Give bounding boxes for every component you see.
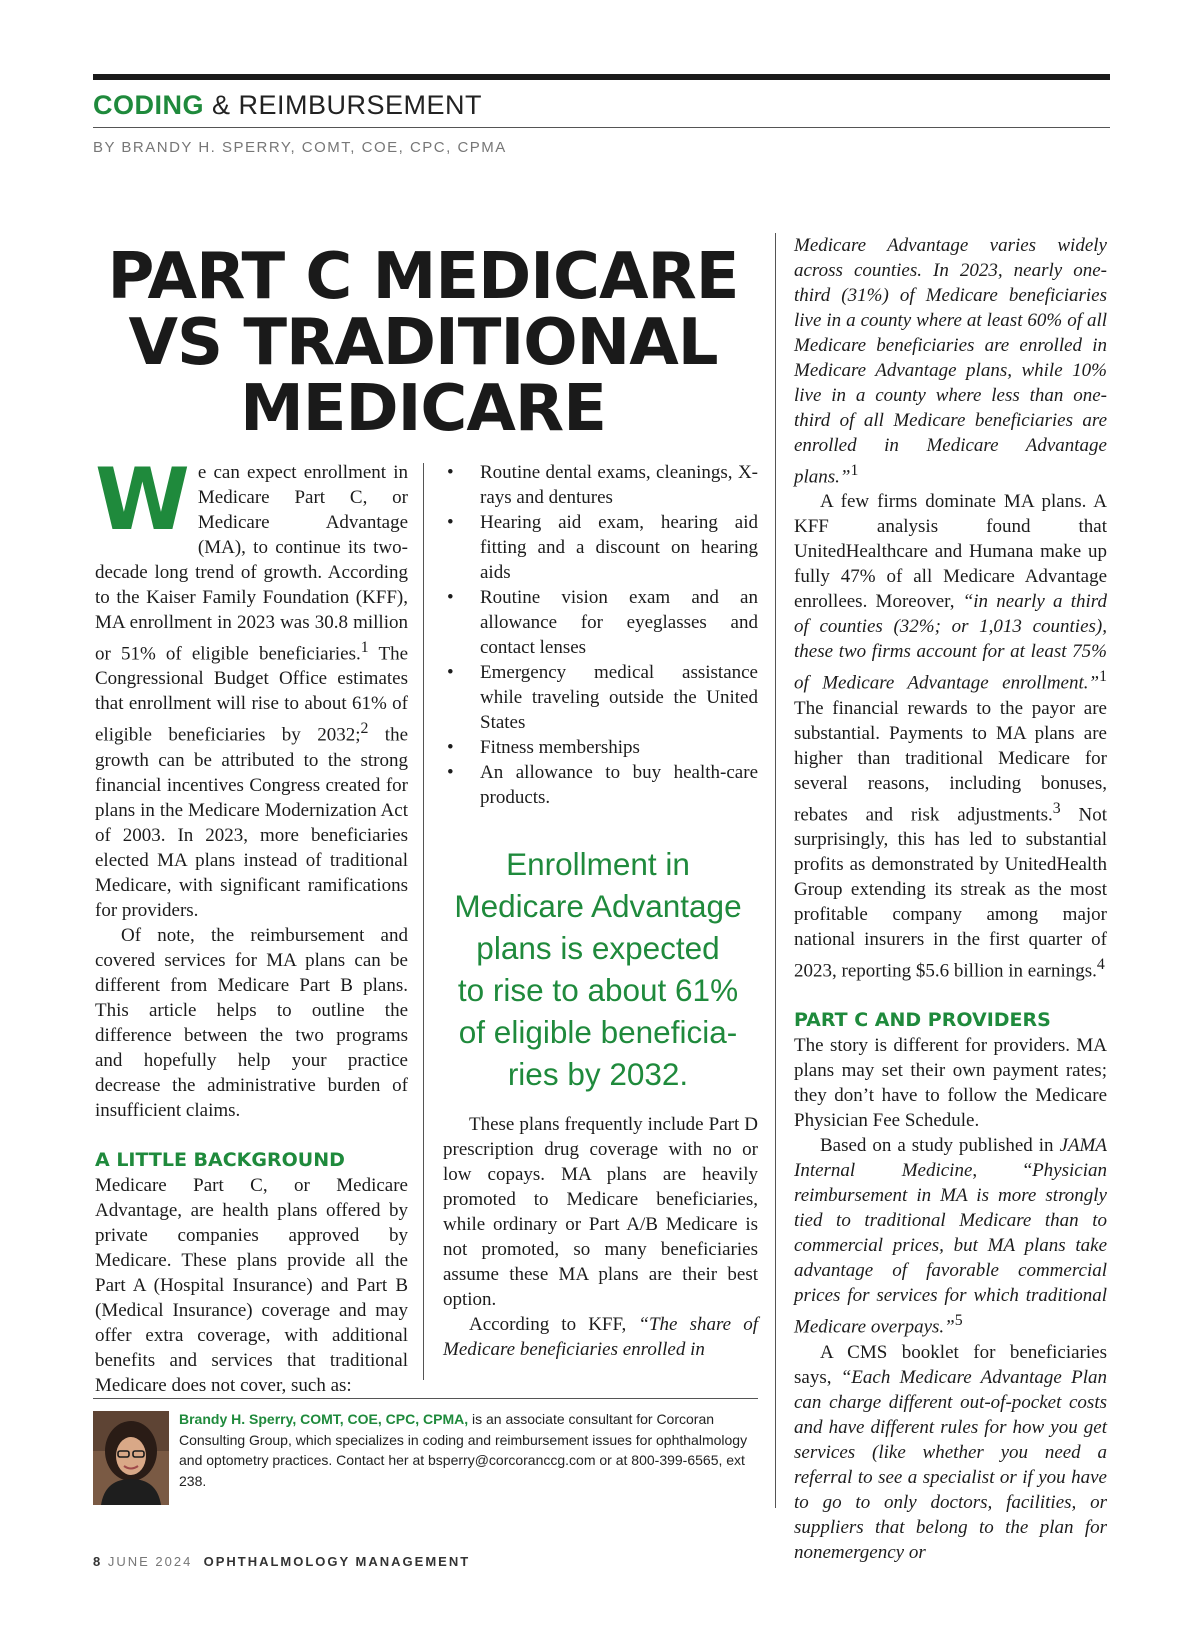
page-number: 8	[93, 1554, 103, 1569]
header-divider	[93, 127, 1110, 128]
author-photo	[93, 1411, 169, 1505]
paragraph: These plans frequently include Part D prescription drug coverage with no or low copays. MA plans are heavily promoted to Medicare beneficiaries, while ordinary or Part A/B Medicare is not promoted, so many beneficiaries assume these MA plans are their best option.	[443, 1114, 758, 1310]
paragraph: According to KFF, “The share of Medicare beneficiaries enrolled in	[443, 1314, 758, 1360]
subhead-background: A LITTLE BACKGROUND	[95, 1148, 345, 1171]
title-line: VS TRADITIONAL	[128, 306, 718, 380]
paragraph: Medicare Advantage varies widely across counties. In 2023, nearly one-third (31%) of Medicare beneficiaries live in a county where at least 60% of all Medicare beneficiaries are enrolled in Medicare Advantage plans, while 10% live in a county where less than one-third of all Medicare beneficiaries are enrolled in Medicare Advantage plans.”$^1$	[794, 235, 1107, 488]
pull-quote-line: ries by 2032.	[507, 1056, 689, 1092]
pull-quote-line: Enrollment in	[506, 846, 690, 882]
author-bio	[179, 1409, 761, 1491]
section-header	[93, 90, 482, 121]
list-item: • An allowance to buy health-care products.	[443, 760, 758, 810]
pull-quote-line: to rise to about 61%	[457, 972, 739, 1008]
footnote-ref: 1	[360, 639, 369, 656]
paragraph: Of note, the reimbursement and covered services for MA plans can be different from Medicare Part B plans. This article helps to outline the difference between the two programs and hopefully help your practice decrease the administrative burden of insufficient claims.	[95, 924, 408, 1121]
author-name: Brandy H. Sperry, COMT, COE, CPC, CPMA,	[179, 1411, 469, 1427]
column-2	[443, 460, 758, 810]
list-item: • Routine vision exam and an allowance for eyeglasses and contact lenses	[443, 585, 758, 660]
list-item: • Hearing aid exam, hearing aid fitting and a discount on hearing aids	[443, 510, 758, 585]
pull-quote-line: Medicare Advantage	[454, 888, 742, 924]
section-header-rest: & REIMBURSEMENT	[212, 90, 483, 120]
column-divider	[423, 463, 424, 1380]
section-header-strong: CODING	[93, 90, 204, 120]
paragraph: Medicare Part C, or Medicare Advantage, are health plans offered by private companies approved by Medicare. These plans provide all the Part A (Hospital Insurance) and Part B (Medical Insurance) coverage and may offer extra coverage, with additional benefits and services that traditional Medicare does not cover, such as:	[95, 1174, 408, 1396]
top-rule	[93, 74, 1110, 80]
paragraph: Based on a study published in JAMA Internal Medicine, “Physician reimbursement in MA is more strongly tied to traditional Medicare than to commercial prices, but MA plans take advantage of favorable commercial prices for services for which traditional Medicare overpays.”$^5$	[794, 1135, 1107, 1338]
author-divider	[93, 1398, 758, 1399]
list-item: • Routine dental exams, cleanings, X-rays and dentures	[443, 460, 758, 510]
paragraph: The story is different for providers. MA plans may set their own payment rates; they don’t have to follow the Medicare Physician Fee Schedule.	[794, 1035, 1107, 1132]
column-2-lower	[443, 1112, 758, 1362]
title-line: MEDICARE	[240, 372, 606, 446]
intro-paragraph: We can expect enrollment in Medicare Part C, or Medicare Advantage (MA), to continue its two-decade long trend of growth. According to the Kaiser Family Foundation (KFF), MA enrollment in 2023 was 30.8 million or 51% of eligible beneficiaries.$^1$ The Congressional Budget Office estimates that enrollment will rise to about 61% of eligible beneficiaries by 2032;$^2$ the growth can be attributed to the strong financial incentives Congress created for plans in the Medicare Modernization Act of 2003. In 2023, more beneficiaries elected MA plans instead of traditional Medicare, with significant ramifications for providers.	[95, 450, 409, 921]
footnote-ref: 1	[1099, 668, 1107, 686]
paragraph: A few firms dominate MA plans. A KFF analysis found that UnitedHealthcare and Humana make up fully 47% of all Medicare Advantage enrollees. Moreover, “in nearly a third of counties (32%; or 1,013 counties), these two firms account for at least 75% of Medicare Advantage enrollment.”$^1$ The financial rewards to the payor are substantial. Payments to MA plans are higher than traditional Medicare for several reasons, including bonuses, rebates and risk adjustments.$^3$ Not surprisingly, this has led to substantial profits as demonstrated by UnitedHealth Group extending its streak as the most profitable company among major national insurers in the first quarter of 2023, reporting $5.6 billion in earnings.$^4$	[794, 491, 1107, 982]
drop-cap: W	[95, 450, 190, 550]
publication-name: OPHTHALMOLOGY MANAGEMENT	[203, 1554, 471, 1569]
benefits-list	[443, 460, 758, 810]
footnote-ref: 4	[1096, 955, 1105, 973]
column-1	[95, 450, 409, 1398]
footnote-ref: 2	[360, 720, 369, 738]
page-footer	[93, 1554, 470, 1569]
article-title	[93, 240, 753, 446]
byline: BY BRANDY H. SPERRY, COMT, COE, CPC, CPMA	[93, 139, 507, 156]
list-item: • Fitness memberships	[443, 735, 758, 760]
title-line: PART C MEDICARE	[107, 240, 739, 314]
pull-quote	[433, 843, 763, 1095]
footnote-ref: 1	[850, 462, 859, 479]
subhead-providers: PART C AND PROVIDERS	[794, 1009, 1051, 1032]
author-description: is an associate consultant for Corcoran Consulting Group, which specializes in coding and reimbursement issues for ophthalmology and optometry practices. Contact her at bsperry@corcoranccg.com or at 800-399-6565, ext 238.	[179, 1411, 748, 1489]
pull-quote-line: of eligible beneficia-	[458, 1014, 738, 1050]
footnote-ref: 5	[954, 1312, 963, 1330]
column-3	[794, 233, 1107, 1565]
column-divider	[775, 233, 776, 1508]
pull-quote-line: plans is expected	[476, 930, 720, 966]
footnote-ref: 3	[1052, 799, 1061, 817]
issue-date: JUNE 2024	[107, 1554, 193, 1569]
paragraph: A CMS booklet for beneficiaries says, “Each Medicare Advantage Plan can charge different out-of-pocket costs and have different rules for how you get services (like whether you need a referral to see a specialist or if you have to go to only doctors, facilities, or suppliers that belong to the plan for nonemergency or	[794, 1341, 1107, 1563]
list-item: • Emergency medical assistance while traveling outside the United States	[443, 660, 758, 735]
